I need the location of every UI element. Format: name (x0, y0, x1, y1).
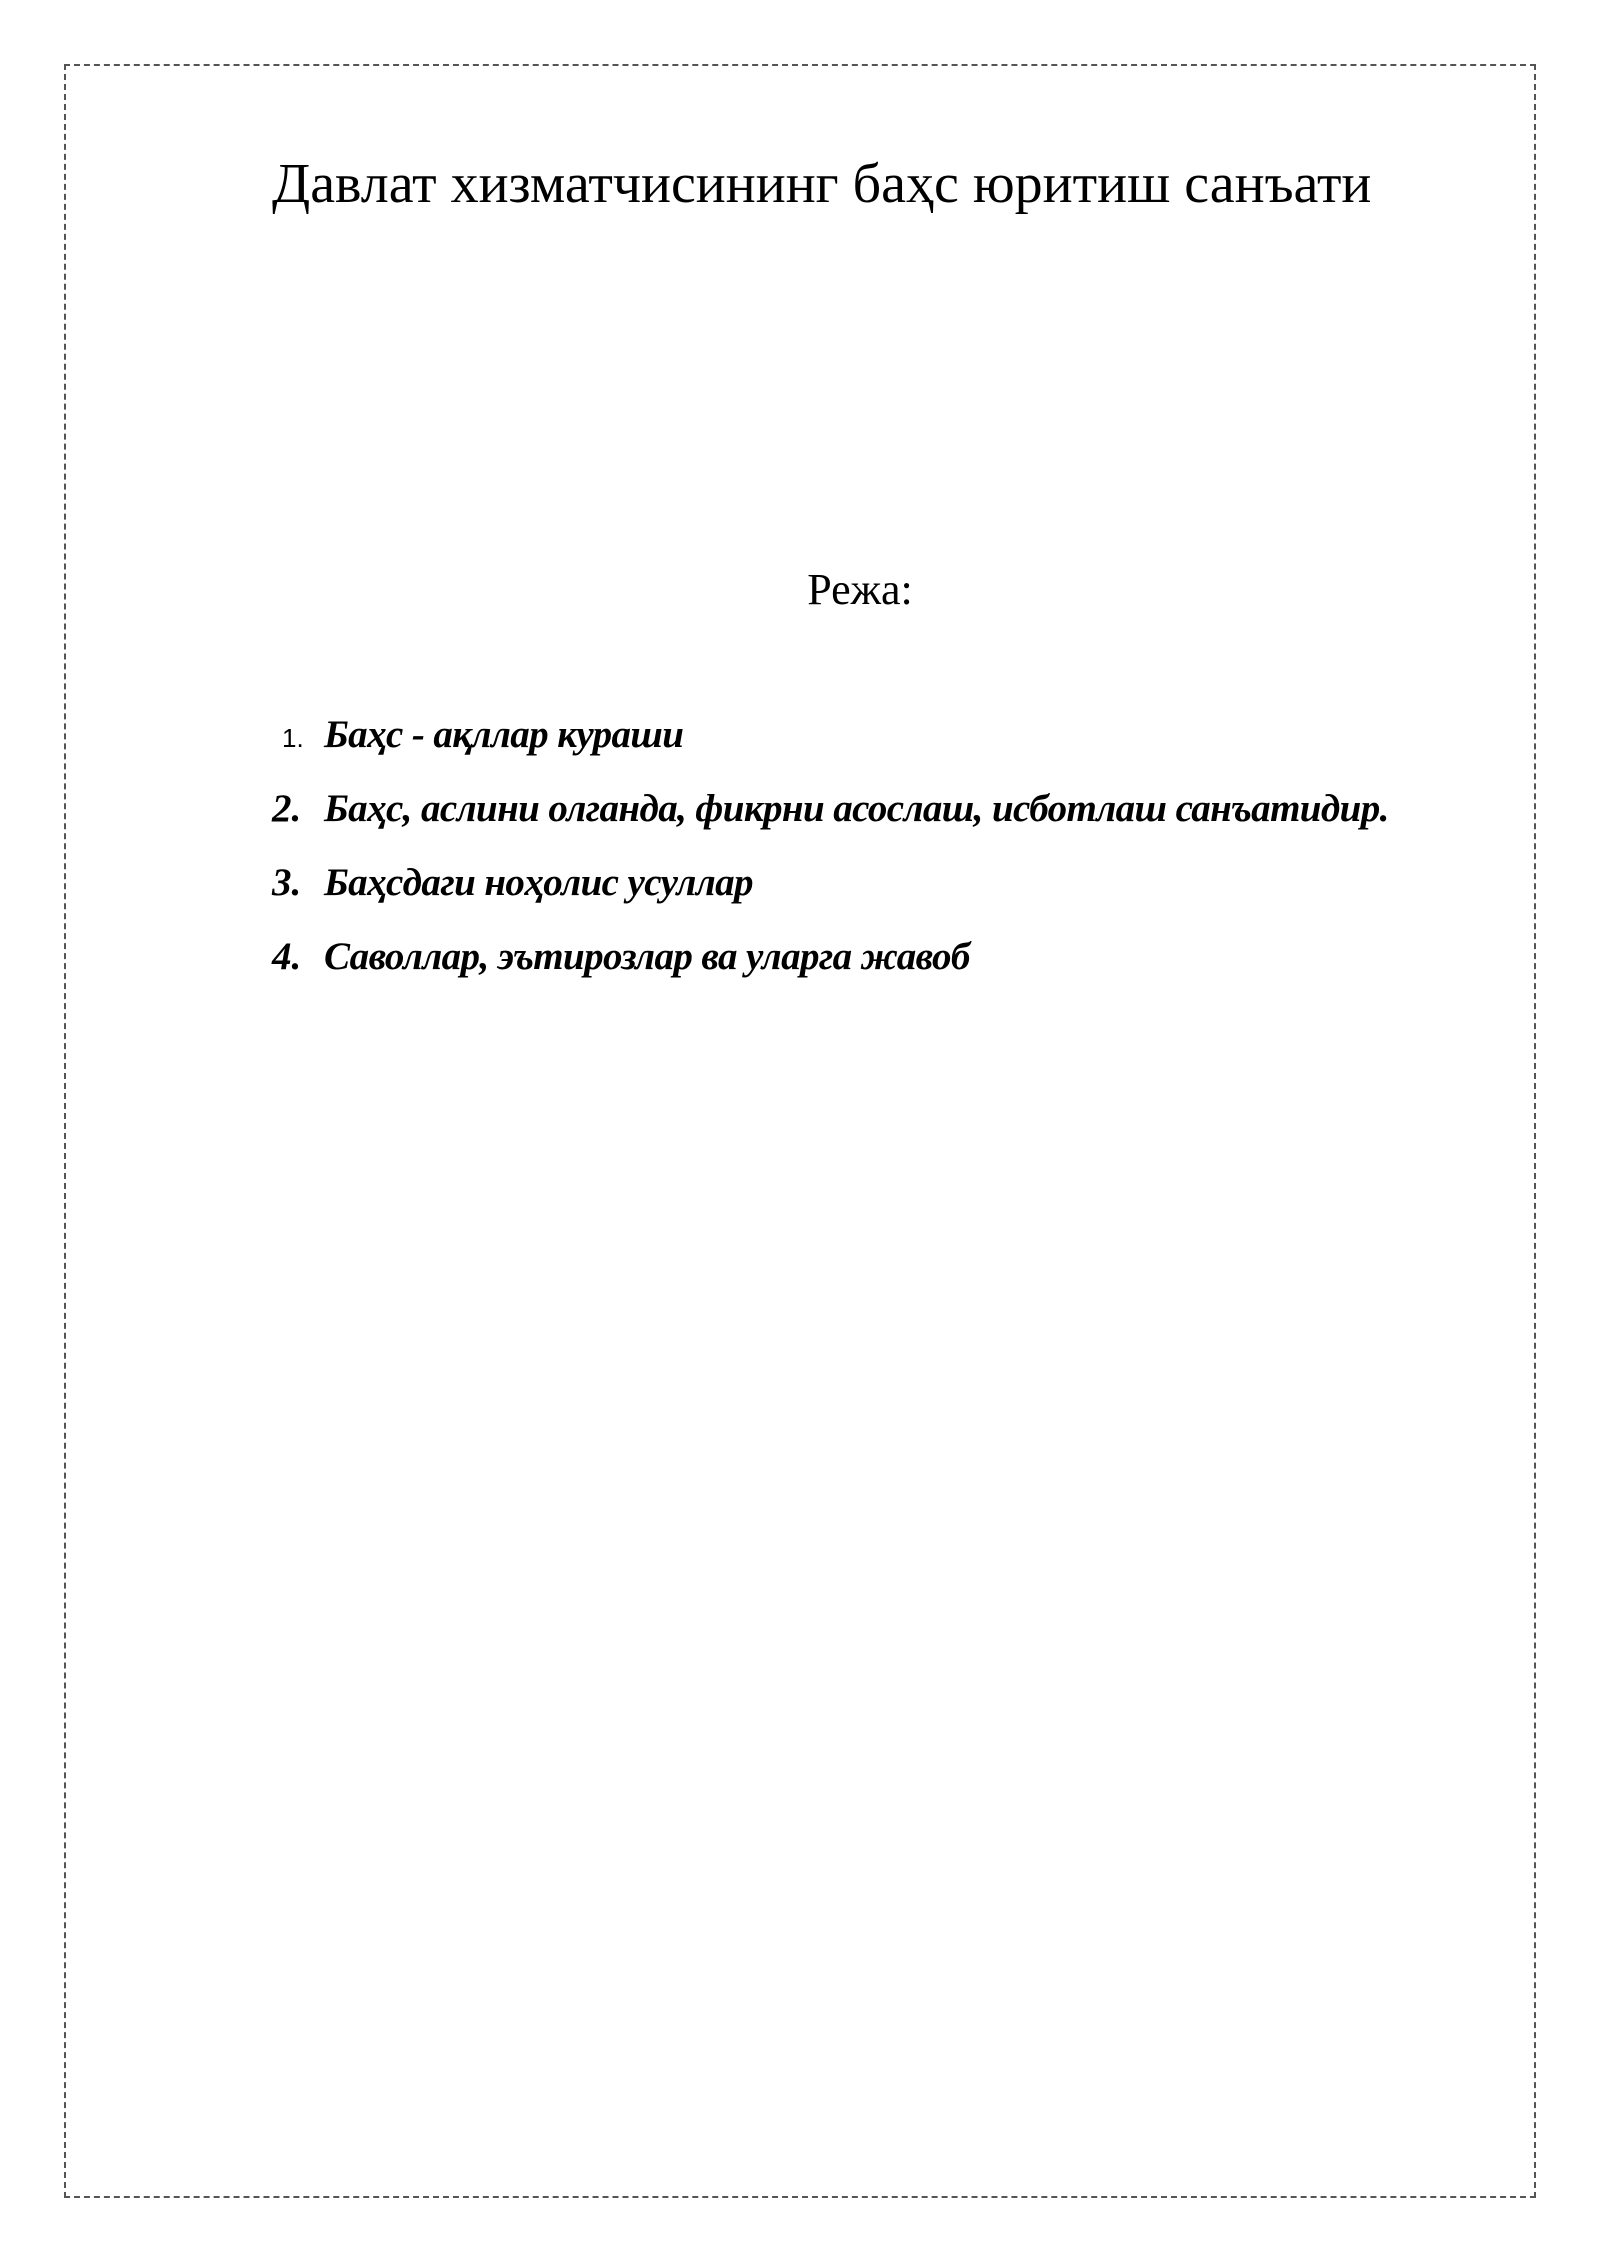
plan-item-4 (272, 934, 1389, 1008)
plan-item-text: Саволлар, эътирозлар ва уларга жавоб (324, 935, 970, 978)
page-border (64, 64, 1536, 2198)
plan-item-number: 4. (272, 935, 302, 978)
document-title: Давлат хизматчисининг баҳс юритиш санъати (272, 153, 1372, 215)
plan-heading: Режа: (807, 565, 913, 614)
plan-item-text: Баҳс - ақллар кураши (324, 713, 684, 756)
plan-item-number: 2. (272, 787, 302, 830)
plan-list (272, 712, 1389, 1008)
plan-item-2 (272, 786, 1389, 860)
plan-item-text: Баҳсдаги ноҳолис усуллар (324, 861, 753, 904)
plan-item-number: 3. (272, 861, 302, 904)
plan-item-1 (272, 712, 1389, 786)
plan-item-3 (272, 860, 1389, 934)
plan-item-text: Баҳс, аслини олганда, фикрни асослаш, исботлаш санъатидир. (324, 787, 1389, 830)
plan-item-number: 1. (282, 723, 304, 753)
